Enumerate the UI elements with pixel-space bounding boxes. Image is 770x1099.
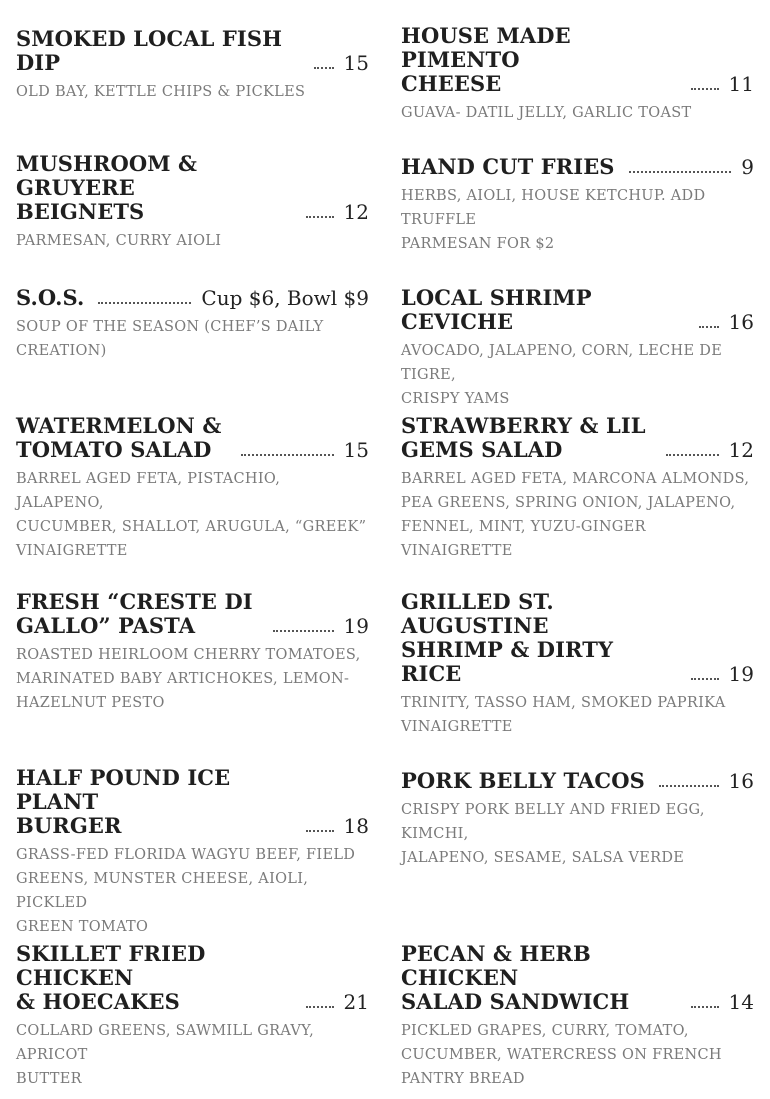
menu-item-description: BARREL AGED FETA, MARCONA ALMONDS, PEA GREENS, SPRING ONION, JALAPENO, FENNEL, MINT, YUZU-GINGER VINAIGRETTE [401,471,750,559]
menu-item-price: 15 [343,438,369,462]
menu-item-skillet-chicken [16,942,369,1091]
menu-item-pimento-cheese [401,24,754,125]
dot-leader [306,216,334,218]
menu-item-header [401,414,754,462]
menu-item-description: OLD BAY, KETTLE CHIPS & PICKLES [16,84,306,100]
menu-item-description: ROASTED HEIRLOOM CHERRY TOMATOES, MARINATED BABY ARTICHOKES, LEMON- HAZELNUT PESTO [16,647,361,711]
menu-item-name: HAND CUT FRIES [401,154,615,179]
menu-item-name: PORK BELLY TACOS [401,768,645,793]
menu-item-description: CRISPY PORK BELLY AND FRIED EGG, KIMCHI, JALAPENO, SESAME, SALSA VERDE [401,802,705,866]
dot-leader [699,326,719,328]
dot-leader [306,1006,334,1008]
menu-item-price: 21 [343,990,369,1014]
menu-item-name: STRAWBERRY & LIL GEMS SALAD [401,413,646,462]
menu-item-price: 11 [728,72,754,96]
menu-item-description: PICKLED GRAPES, CURRY, TOMATO, CUCUMBER, WATERCRESS ON FRENCH PANTRY BREAD [401,1023,722,1087]
menu-item-header [16,152,369,224]
menu-item-price: 9 [741,155,754,179]
menu-item-header [401,769,754,793]
menu-item-name: GRILLED ST. AUGUSTINE SHRIMP & DIRTY RICE [401,589,614,686]
menu-item-header [401,590,754,686]
menu-item-name: LOCAL SHRIMP CEVICHE [401,285,592,334]
menu-item-header [16,942,369,1014]
menu-item-header [16,766,369,838]
menu-item-header [401,24,754,96]
menu-item-description: GRASS-FED FLORIDA WAGYU BEEF, FIELD GREENS, MUNSTER CHEESE, AIOLI, PICKLED GREEN TOMATO [16,847,356,935]
menu-item-chicken-salad-sandwich [401,942,754,1091]
menu-item-price: 12 [728,438,754,462]
menu-item-sos [16,286,369,363]
menu-item-header [401,155,754,179]
menu-item-price: 19 [728,662,754,686]
menu-item-name: MUSHROOM & GRUYERE BEIGNETS [16,151,198,224]
menu-item-description: COLLARD GREENS, SAWMILL GRAVY, APRICOT BUTTER [16,1023,315,1087]
menu-item-price: Cup $6, Bowl $9 [201,286,369,310]
menu-item-header [16,286,369,310]
dot-leader [629,171,732,173]
menu-item-name: PECAN & HERB CHICKEN SALAD SANDWICH [401,941,630,1014]
menu-item-name: SMOKED LOCAL FISH DIP [16,26,283,75]
menu-item-header [16,590,369,638]
menu-item-price: 14 [728,990,754,1014]
menu-item-description: HERBS, AIOLI, HOUSE KETCHUP. ADD TRUFFLE PARMESAN FOR $2 [401,188,706,252]
menu-item-header [401,942,754,1014]
menu-item-price: 15 [343,51,369,75]
dot-leader [691,678,719,680]
menu-item-name: S.O.S. [16,285,85,310]
menu-item-description: AVOCADO, JALAPENO, CORN, LECHE DE TIGRE, CRISPY YAMS [401,343,723,407]
dot-leader [273,630,334,632]
dot-leader [241,454,333,456]
menu-item-fish-dip [16,27,369,104]
menu-item-price: 18 [343,814,369,838]
menu-item-description: SOUP OF THE SEASON (CHEF’S DAILY CREATION) [16,319,324,359]
menu-item-watermelon-salad [16,414,369,563]
menu-item-name: HALF POUND ICE PLANT BURGER [16,765,231,838]
menu-item-ice-plant-burger [16,766,369,939]
menu-item-price: 16 [728,769,754,793]
menu-item-name: HOUSE MADE PIMENTO CHEESE [401,23,571,96]
menu-item-header [401,286,754,334]
menu-item-strawberry-salad [401,414,754,563]
menu-item-description: TRINITY, TASSO HAM, SMOKED PAPRIKA VINAIGRETTE [401,695,726,735]
menu-item-description: PARMESAN, CURRY AIOLI [16,233,222,249]
menu-item-hand-cut-fries [401,155,754,256]
menu-item-price: 19 [343,614,369,638]
menu-item-name: WATERMELON & TOMATO SALAD [16,413,222,462]
menu-item-name: FRESH “CRESTE DI GALLO” PASTA [16,589,253,638]
menu-item-pork-belly-tacos [401,769,754,870]
dot-leader [666,454,719,456]
dot-leader [306,830,334,832]
menu-item-mushroom-beignets [16,152,369,253]
menu-item-header [16,414,369,462]
menu-item-creste-pasta [16,590,369,715]
dot-leader [98,302,191,304]
menu-item-name: SKILLET FRIED CHICKEN & HOECAKES [16,941,206,1014]
menu-item-grilled-shrimp [401,590,754,739]
menu-item-shrimp-ceviche [401,286,754,411]
menu-item-price: 16 [728,310,754,334]
menu-item-price: 12 [343,200,369,224]
menu-item-header [16,27,369,75]
dot-leader [691,1006,719,1008]
menu-item-description: BARREL AGED FETA, PISTACHIO, JALAPENO, CUCUMBER, SHALLOT, ARUGULA, “GREEK” VINAIGRETTE [16,471,367,559]
menu-item-description: GUAVA- DATIL JELLY, GARLIC TOAST [401,105,692,121]
dot-leader [314,67,334,69]
dot-leader [659,785,719,787]
dot-leader [691,88,719,90]
